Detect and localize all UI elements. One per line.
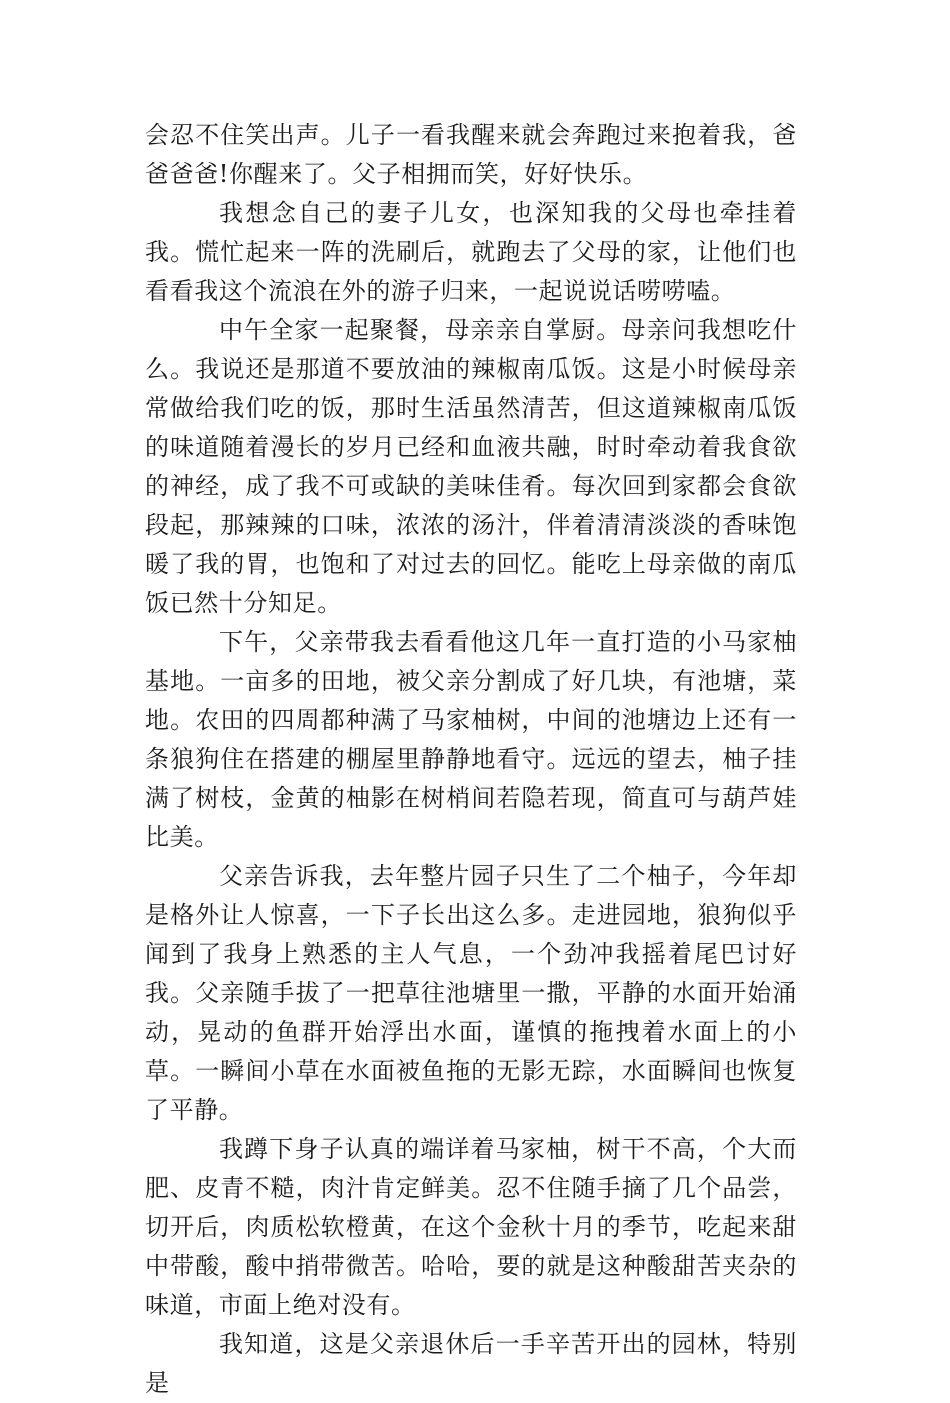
article-body [145, 116, 797, 1403]
paragraph-5: 父亲告诉我，去年整片园子只生了二个柚子，今年却是格外让人惊喜，一下子长出这么多。走进园地，狼狗似乎闻到了我身上熟悉的主人气息，一个劲冲我摇着尾巴讨好我。父亲随手拔了一把草往池塘里一撒，平静的水面开始涌动，晃动的鱼群开始浮出水面，谨慎的拖拽着水面上的小草。一瞬间小草在水面被鱼拖的无影无踪，水面瞬间也恢复了平静。 [145, 862, 797, 1124]
paragraph-2: 我想念自己的妻子儿女，也深知我的父母也牵挂着我。慌忙起来一阵的洗刷后，就跑去了父母的家，让他们也看看我这个流浪在外的游子归来，一起说说话唠唠嗑。 [145, 199, 797, 305]
paragraph-3: 中午全家一起聚餐，母亲亲自掌厨。母亲问我想吃什么。我说还是那道不要放油的辣椒南瓜饭。这是小时候母亲常做给我们吃的饭，那时生活虽然清苦，但这道辣椒南瓜饭的味道随着漫长的岁月已经和血液共融，时时牵动着我食欲的神经，成了我不可或缺的美味佳肴。每次回到家都会食欲段起，那辣辣的口味，浓浓的汤汁，伴着清清淡淡的香味饱暖了我的胃，也饱和了对过去的回忆。能吃上母亲做的南瓜饭已然十分知足。 [145, 316, 797, 617]
paragraph-6: 我蹲下身子认真的端详着马家柚，树干不高，个大而肥、皮青不糙，肉汁肯定鲜美。忍不住随手摘了几个品尝，切开后，肉质松软橙黄，在这个金秋十月的季节，吃起来甜中带酸，酸中捎带微苦。哈哈，要的就是这种酸甜苦夹杂的味道，市面上绝对没有。 [145, 1135, 797, 1319]
paragraph-1: 会忍不住笑出声。儿子一看我醒来就会奔跑过来抱着我，爸爸爸爸!你醒来了。父子相拥而笑，好好快乐。 [145, 121, 797, 188]
paragraph-7: 我知道，这是父亲退休后一手辛苦开出的园林，特别是 [145, 1330, 797, 1397]
paragraph-4: 下午，父亲带我去看看他这几年一直打造的小马家柚基地。一亩多的田地，被父亲分割成了好几块，有池塘，菜地。农田的四周都种满了马家柚树，中间的池塘边上还有一条狼狗住在搭建的棚屋里静静地看守。远远的望去，柚子挂满了树枝，金黄的柚影在树梢间若隐若现，简直可与葫芦娃比美。 [145, 628, 797, 851]
